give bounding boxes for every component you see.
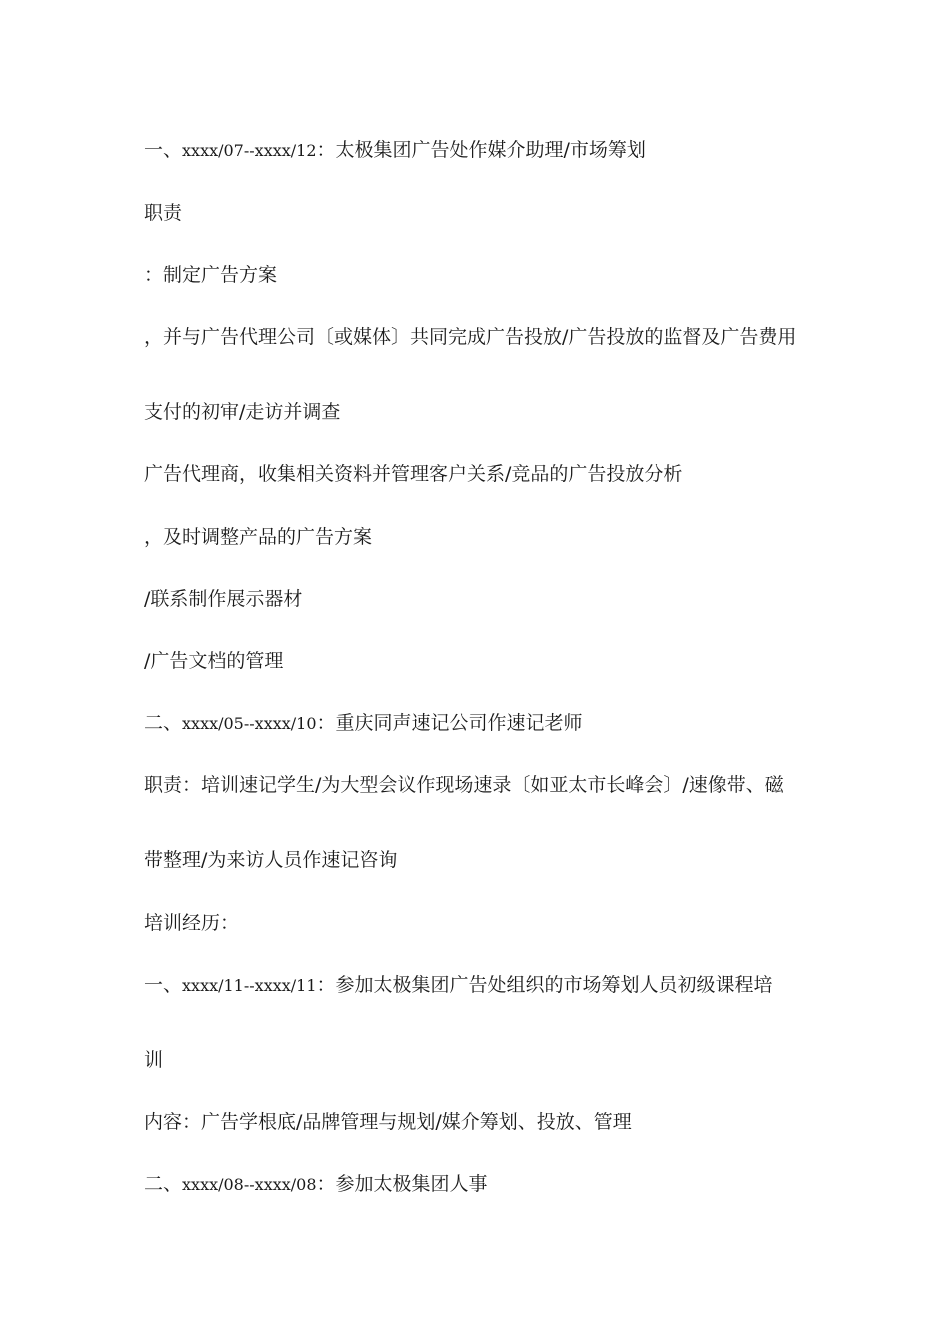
heading-suffix: ：太极集团广告处作媒介助理/市场筹划 xyxy=(316,139,646,161)
training-1-heading xyxy=(144,973,773,998)
heading-prefix: 二、 xyxy=(144,712,183,734)
paragraph-line: 职责：培训速记学生/为大型会议作现场速录〔如亚太市长峰会〕/速像带、磁 xyxy=(144,774,784,796)
paragraph-line: ，及时调整产品的广告方案 xyxy=(144,526,373,548)
section-heading-training: 培训经历： xyxy=(144,912,240,934)
heading-prefix: 二、 xyxy=(144,1173,183,1195)
paragraph-line: 带整理/为来访人员作速记咨询 xyxy=(144,849,398,871)
date-range: xxxx/07--xxxx/12 xyxy=(182,141,317,160)
paragraph-line: ，并与广告代理公司〔或媒体〕共同完成广告投放/广告投放的监督及广告费用 xyxy=(144,326,797,348)
experience-2-heading xyxy=(144,711,583,736)
heading-suffix: ：参加太极集团人事 xyxy=(316,1173,488,1195)
heading-suffix: ：重庆同声速记公司作速记老师 xyxy=(316,712,583,734)
date-range: xxxx/05--xxxx/10 xyxy=(182,714,317,733)
date-range: xxxx/11--xxxx/11 xyxy=(182,976,317,995)
paragraph-line: /联系制作展示器材 xyxy=(144,588,303,610)
heading-prefix: 一、 xyxy=(144,139,183,161)
paragraph-line: 内容：广告学根底/品牌管理与规划/媒介筹划、投放、管理 xyxy=(144,1111,632,1133)
paragraph-line: /广告文档的管理 xyxy=(144,650,284,672)
experience-1-heading xyxy=(144,138,646,163)
paragraph-line: 支付的初审/走访并调查 xyxy=(144,401,341,423)
date-range: xxxx/08--xxxx/08 xyxy=(182,1175,317,1194)
paragraph-line: ：制定广告方案 xyxy=(144,264,278,286)
heading-suffix: ：参加太极集团广告处组织的市场筹划人员初级课程培 xyxy=(316,974,773,996)
training-2-heading xyxy=(144,1172,488,1197)
heading-prefix: 一、 xyxy=(144,974,183,996)
paragraph-line: 职责 xyxy=(144,202,183,224)
paragraph-line: 训 xyxy=(144,1049,164,1071)
paragraph-line: 广告代理商，收集相关资料并管理客户关系/竞品的广告投放分析 xyxy=(144,463,683,485)
